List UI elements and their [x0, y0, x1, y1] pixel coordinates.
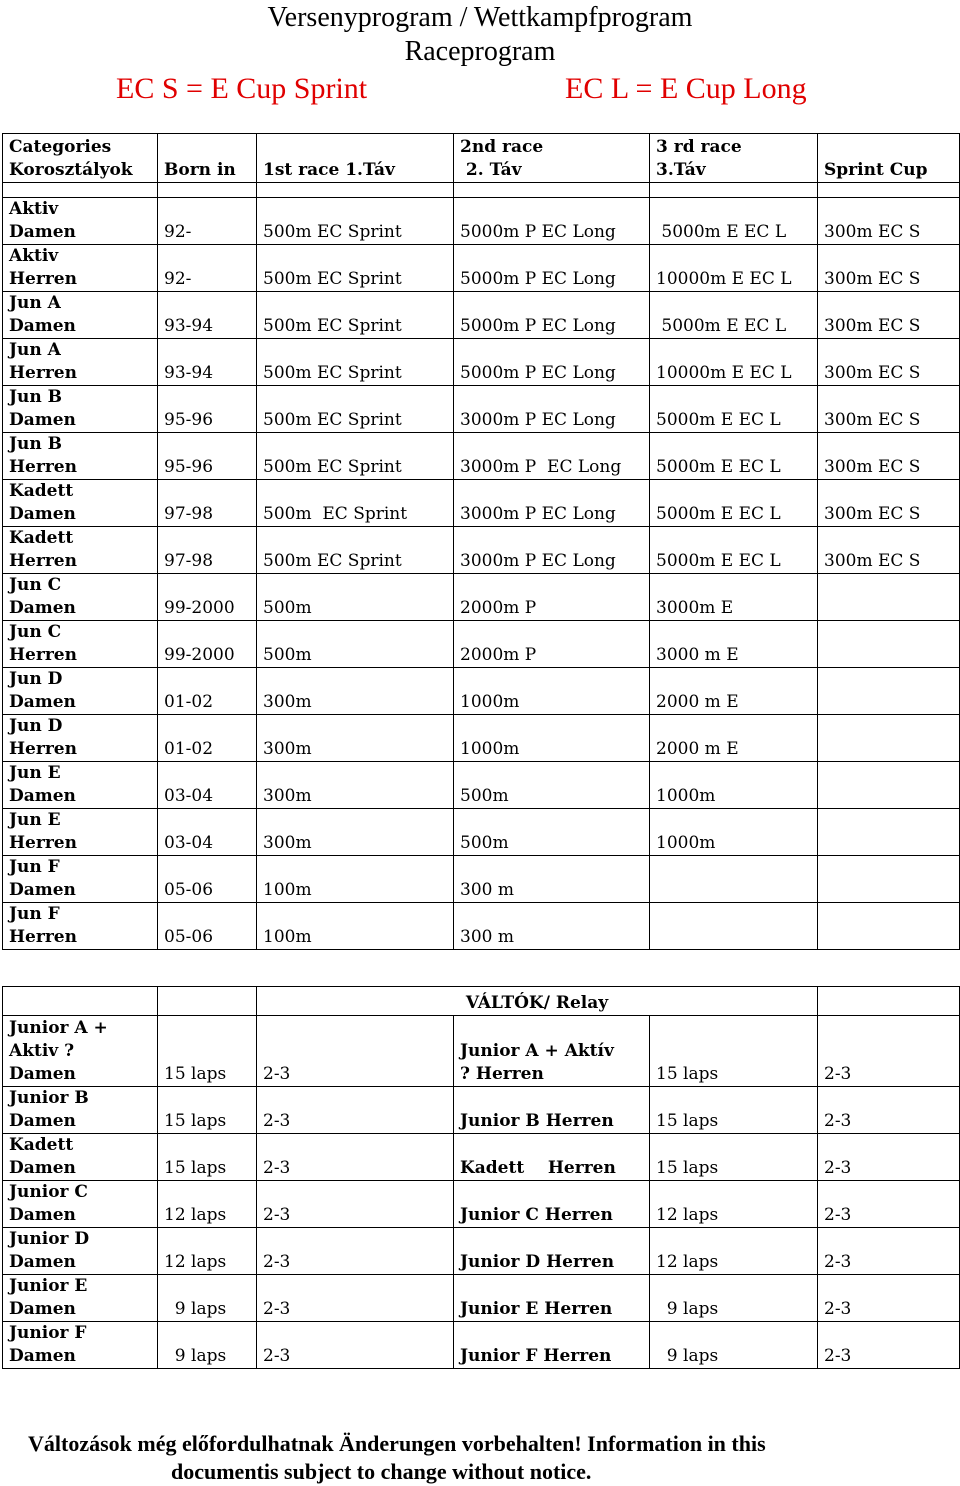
spacer-cell: [158, 183, 257, 198]
category-cell: Jun F Damen: [3, 856, 158, 903]
table-cell: 95-96: [158, 433, 257, 480]
relay-category-cell: Junior B Damen: [3, 1087, 158, 1134]
table-cell: 95-96: [158, 386, 257, 433]
relay-cell: 2-3: [818, 1228, 960, 1275]
relay-cell: 2-3: [818, 1087, 960, 1134]
table-cell: 92-: [158, 245, 257, 292]
relay-cell: 15 laps: [158, 1134, 257, 1181]
table-cell: [818, 715, 960, 762]
table-cell: 300 m: [454, 856, 650, 903]
footer-line-2: documentis subject to change without notice.: [171, 1459, 592, 1484]
relay-row: [3, 1275, 960, 1322]
relay-row: [3, 1322, 960, 1369]
table-cell: 500m EC Sprint: [257, 527, 454, 574]
relay-header-row: [3, 987, 960, 1016]
table-cell: [818, 903, 960, 950]
table-cell: 97-98: [158, 527, 257, 574]
relay-row: [3, 1134, 960, 1181]
table-cell: 500m EC Sprint: [257, 292, 454, 339]
category-cell: Jun E Damen: [3, 762, 158, 809]
table-row: [3, 527, 960, 574]
table-cell: 3000m P EC Long: [454, 433, 650, 480]
relay-cell: 2-3: [257, 1016, 454, 1087]
table-cell: 300m EC S: [818, 245, 960, 292]
category-cell: Aktiv Damen: [3, 198, 158, 245]
table-cell: 5000m E EC L: [650, 433, 818, 480]
table-cell: 1000m: [454, 668, 650, 715]
table-row: [3, 856, 960, 903]
table-cell: 2000 m E: [650, 715, 818, 762]
column-header: 3 rd race 3.Táv: [650, 134, 818, 183]
category-cell: Jun A Damen: [3, 292, 158, 339]
table-row: [3, 198, 960, 245]
relay-cell: 2-3: [257, 1275, 454, 1322]
category-cell: Jun D Damen: [3, 668, 158, 715]
relay-category-cell: Junior F Damen: [3, 1322, 158, 1369]
footer-line-1: Változások még előfordulhatnak Änderungen vorbehalten! Information in this: [28, 1431, 766, 1456]
relay-cell: 2-3: [257, 1322, 454, 1369]
relay-cell: 2-3: [818, 1134, 960, 1181]
relay-title: VÁLTÓK/ Relay: [257, 987, 818, 1016]
relay-cell: 9 laps: [158, 1322, 257, 1369]
table-cell: 3000 m E: [650, 621, 818, 668]
table-cell: 93-94: [158, 339, 257, 386]
table-cell: 100m: [257, 856, 454, 903]
table-row: [3, 339, 960, 386]
table-cell: [818, 621, 960, 668]
ec-sprint-legend: EC S = E Cup Sprint: [116, 72, 368, 105]
table-cell: 300m EC S: [818, 386, 960, 433]
table-cell: 10000m E EC L: [650, 245, 818, 292]
category-cell: Jun F Herren: [3, 903, 158, 950]
table-cell: 500m EC Sprint: [257, 198, 454, 245]
relay-category-cell: Junior A + Aktiv ? Damen: [3, 1016, 158, 1087]
relay-row: [3, 1181, 960, 1228]
category-cell: Jun B Herren: [3, 433, 158, 480]
column-header: 2nd race 2. Táv: [454, 134, 650, 183]
table-cell: 10000m E EC L: [650, 339, 818, 386]
relay-category-cell: Junior A + Aktív ? Herren: [454, 1016, 650, 1087]
category-cell: Aktiv Herren: [3, 245, 158, 292]
page-title: Versenyprogram / Wettkampfprogram: [267, 2, 693, 33]
relay-category-cell: Junior C Herren: [454, 1181, 650, 1228]
table-cell: 5000m E EC L: [650, 292, 818, 339]
table-cell: 2000m P: [454, 621, 650, 668]
table-cell: 01-02: [158, 715, 257, 762]
table-cell: 1000m: [650, 762, 818, 809]
table-row: [3, 668, 960, 715]
race-program-table: [2, 133, 960, 950]
relay-cell: 15 laps: [158, 1087, 257, 1134]
table-row: [3, 715, 960, 762]
table-cell: [650, 903, 818, 950]
table-cell: 500m: [454, 762, 650, 809]
table-row: [3, 621, 960, 668]
category-cell: Jun E Herren: [3, 809, 158, 856]
column-header: Categories Korosztályok: [3, 134, 158, 183]
table-cell: 300m: [257, 762, 454, 809]
table-cell: 5000m P EC Long: [454, 292, 650, 339]
table-cell: 5000m P EC Long: [454, 339, 650, 386]
table-cell: 500m: [257, 621, 454, 668]
table-cell: 500m: [257, 574, 454, 621]
table-cell: 300m: [257, 715, 454, 762]
table-row: [3, 480, 960, 527]
table-cell: 5000m E EC L: [650, 386, 818, 433]
table-cell: 01-02: [158, 668, 257, 715]
spacer-cell: [454, 183, 650, 198]
table-row: [3, 809, 960, 856]
relay-row: [3, 1228, 960, 1275]
column-header: 1st race 1.Táv: [257, 134, 454, 183]
table-cell: 500m EC Sprint: [257, 339, 454, 386]
relay-header-empty: [818, 987, 960, 1016]
relay-category-cell: Junior D Herren: [454, 1228, 650, 1275]
relay-cell: 2-3: [257, 1228, 454, 1275]
relay-category-cell: Kadett Damen: [3, 1134, 158, 1181]
table-row: [3, 292, 960, 339]
table-cell: 99-2000: [158, 621, 257, 668]
column-header: Sprint Cup: [818, 134, 960, 183]
table-cell: [818, 574, 960, 621]
relay-category-cell: Junior B Herren: [454, 1087, 650, 1134]
table-cell: 2000m P: [454, 574, 650, 621]
table-cell: 300m EC S: [818, 527, 960, 574]
table-row: [3, 903, 960, 950]
spacer-cell: [650, 183, 818, 198]
table-cell: 5000m E EC L: [650, 480, 818, 527]
table-cell: [818, 762, 960, 809]
relay-cell: 12 laps: [158, 1228, 257, 1275]
relay-category-cell: Junior F Herren: [454, 1322, 650, 1369]
table-cell: [818, 809, 960, 856]
relay-cell: 12 laps: [158, 1181, 257, 1228]
relay-category-cell: Junior E Herren: [454, 1275, 650, 1322]
relay-cell: 2-3: [257, 1087, 454, 1134]
spacer-row: [3, 183, 960, 198]
table-cell: 05-06: [158, 856, 257, 903]
table-cell: 5000m E EC L: [650, 198, 818, 245]
column-header: Born in: [158, 134, 257, 183]
table-cell: 99-2000: [158, 574, 257, 621]
table-cell: 1000m: [650, 809, 818, 856]
relay-cell: 15 laps: [158, 1016, 257, 1087]
category-cell: Jun C Damen: [3, 574, 158, 621]
relay-category-cell: Kadett Herren: [454, 1134, 650, 1181]
relay-row: [3, 1087, 960, 1134]
category-cell: Kadett Damen: [3, 480, 158, 527]
table-cell: 300m EC S: [818, 339, 960, 386]
table-cell: 300m EC S: [818, 433, 960, 480]
table-cell: 5000m P EC Long: [454, 245, 650, 292]
table-cell: 300m EC S: [818, 198, 960, 245]
table-cell: 2000 m E: [650, 668, 818, 715]
table-cell: 3000m E: [650, 574, 818, 621]
table-cell: [650, 856, 818, 903]
relay-cell: 2-3: [818, 1322, 960, 1369]
table-row: [3, 433, 960, 480]
table-cell: [818, 856, 960, 903]
relay-category-cell: Junior C Damen: [3, 1181, 158, 1228]
table-cell: [818, 668, 960, 715]
table-cell: 1000m: [454, 715, 650, 762]
table-cell: 03-04: [158, 809, 257, 856]
table-cell: 92-: [158, 198, 257, 245]
table-cell: 300 m: [454, 903, 650, 950]
relay-category-cell: Junior D Damen: [3, 1228, 158, 1275]
relay-cell: 15 laps: [650, 1134, 818, 1181]
relay-cell: 12 laps: [650, 1228, 818, 1275]
relay-cell: 15 laps: [650, 1087, 818, 1134]
footer-notice: [28, 1430, 933, 1486]
table-cell: 300m: [257, 668, 454, 715]
category-cell: Jun B Damen: [3, 386, 158, 433]
table-cell: 500m EC Sprint: [257, 245, 454, 292]
table-row: [3, 386, 960, 433]
category-cell: Jun A Herren: [3, 339, 158, 386]
table-cell: 05-06: [158, 903, 257, 950]
relay-table: [2, 986, 960, 1369]
relay-header-empty: [158, 987, 257, 1016]
table-cell: 5000m P EC Long: [454, 198, 650, 245]
relay-cell: 2-3: [818, 1181, 960, 1228]
table-cell: 3000m P EC Long: [454, 386, 650, 433]
table-cell: 500m: [454, 809, 650, 856]
relay-row: [3, 1016, 960, 1087]
table-cell: 300m: [257, 809, 454, 856]
table-row: [3, 574, 960, 621]
table-cell: 500m EC Sprint: [257, 386, 454, 433]
table-row: [3, 762, 960, 809]
table-row: [3, 245, 960, 292]
spacer-cell: [818, 183, 960, 198]
category-cell: Jun C Herren: [3, 621, 158, 668]
page-subtitle: Raceprogram: [404, 36, 556, 67]
relay-cell: 9 laps: [158, 1275, 257, 1322]
relay-category-cell: Junior E Damen: [3, 1275, 158, 1322]
spacer-cell: [3, 183, 158, 198]
table-cell: 500m EC Sprint: [257, 433, 454, 480]
relay-cell: 2-3: [818, 1275, 960, 1322]
table-cell: 3000m P EC Long: [454, 480, 650, 527]
table-cell: 3000m P EC Long: [454, 527, 650, 574]
relay-header-empty: [3, 987, 158, 1016]
relay-cell: 2-3: [818, 1016, 960, 1087]
table-cell: 03-04: [158, 762, 257, 809]
table-cell: 300m EC S: [818, 292, 960, 339]
table-cell: 300m EC S: [818, 480, 960, 527]
table-cell: 5000m E EC L: [650, 527, 818, 574]
header-row: [3, 134, 960, 183]
spacer-cell: [257, 183, 454, 198]
relay-cell: 12 laps: [650, 1181, 818, 1228]
ec-long-legend: EC L = E Cup Long: [565, 72, 807, 105]
relay-cell: 9 laps: [650, 1275, 818, 1322]
category-cell: Jun D Herren: [3, 715, 158, 762]
table-cell: 500m EC Sprint: [257, 480, 454, 527]
relay-cell: 9 laps: [650, 1322, 818, 1369]
table-cell: 100m: [257, 903, 454, 950]
table-cell: 97-98: [158, 480, 257, 527]
category-cell: Kadett Herren: [3, 527, 158, 574]
relay-cell: 2-3: [257, 1181, 454, 1228]
relay-cell: 2-3: [257, 1134, 454, 1181]
table-cell: 93-94: [158, 292, 257, 339]
relay-cell: 15 laps: [650, 1016, 818, 1087]
